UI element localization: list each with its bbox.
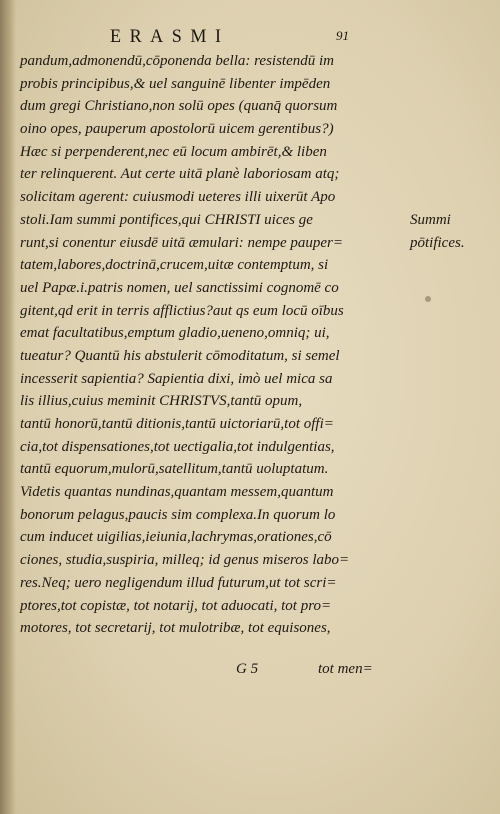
text-line: ter relinquerent. Aut certe uitā planè laboriosam atq;	[20, 166, 340, 183]
text-line: oino opes, pauperum apostolorū uicem gerentibus?)	[20, 121, 334, 138]
text-line: motores, tot secretarij, tot mulotribæ, tot equisones,	[20, 620, 331, 637]
text-line: emat facultatibus,emptum gladio,ueneno,omniq; ui,	[20, 325, 330, 342]
text-line: ptores,tot copistæ, tot notarij, tot aduocati, tot pro=	[20, 597, 332, 614]
text-line: res.Neq; uero negligendum illud futurum,ut tot scri=	[20, 574, 337, 591]
text-line: Videtis quantas nundinas,quantam messem,quantum	[20, 484, 334, 501]
text-line: Hæc si perpenderent,nec eū locum ambirēt,& liben	[20, 143, 327, 160]
text-line: probis principibus,& uel sanguinē libenter impēden	[20, 75, 331, 92]
running-head: ERASMI	[110, 26, 230, 47]
folio-number: 91	[336, 28, 349, 43]
text-line: runt,si conentur eiusdē uitā æmulari: nempe pauper=	[20, 234, 344, 251]
signature-mark: G 5	[236, 661, 259, 677]
marginal-note-line: Summi	[410, 212, 451, 228]
text-line: lis illius,cuius meminit CHRISTVS,tantū opum,	[20, 393, 303, 410]
text-line: pandum,admonendū,cōponenda bella: resistendū im	[20, 53, 334, 69]
text-line: cia,tot dispensationes,tot uectigalia,tot indulgentias,	[20, 438, 335, 455]
text-line: solicitam agerent: cuiusmodi ueteres illi uixerūt Apo	[20, 189, 336, 206]
paper-speck	[425, 296, 431, 302]
text-line: gitent,qd erit in terris afflictius?aut qs eum locū oībus	[20, 302, 344, 319]
marginal-note-line: pōtifices.	[410, 234, 465, 251]
catchword: tot men=	[318, 661, 373, 677]
text-line: stoli.Iam summi pontifices,qui CHRISTI uices ge	[20, 211, 313, 228]
text-line: incesserit sapientia? Sapientia dixi, imò uel mica sa	[20, 370, 333, 387]
page-header	[110, 26, 370, 50]
body-text	[20, 50, 400, 640]
text-line: tantū honorū,tantū ditionis,tantū uictoriarū,tot offi=	[20, 416, 334, 432]
text-line: ciones, studia,suspiria, milleq; id genus miseros labo=	[20, 552, 350, 569]
text-line: dum gregi Christiano,non solū opes (quanq̄ quorsum	[20, 98, 338, 115]
text-line: tatem,labores,doctrinā,crucem,uitæ contemptum, si	[20, 257, 329, 274]
text-line: uel Papæ.i.patris nomen, uel sanctissimi cognomē co	[20, 279, 339, 296]
text-line: cum inducet uigilias,ieiunia,lachrymas,orationes,cō	[20, 529, 332, 546]
text-line: tantū equorum,mulorū,satellitum,tantū uoluptatum.	[20, 461, 329, 478]
text-line: tueatur? Quantū his abstulerit cōmoditatum, si semel	[20, 347, 340, 364]
text-line: bonorum pelagus,paucis sim complexa.In quorum lo	[20, 506, 336, 523]
marginal-note	[410, 209, 495, 254]
page-gutter-shadow	[0, 0, 16, 814]
